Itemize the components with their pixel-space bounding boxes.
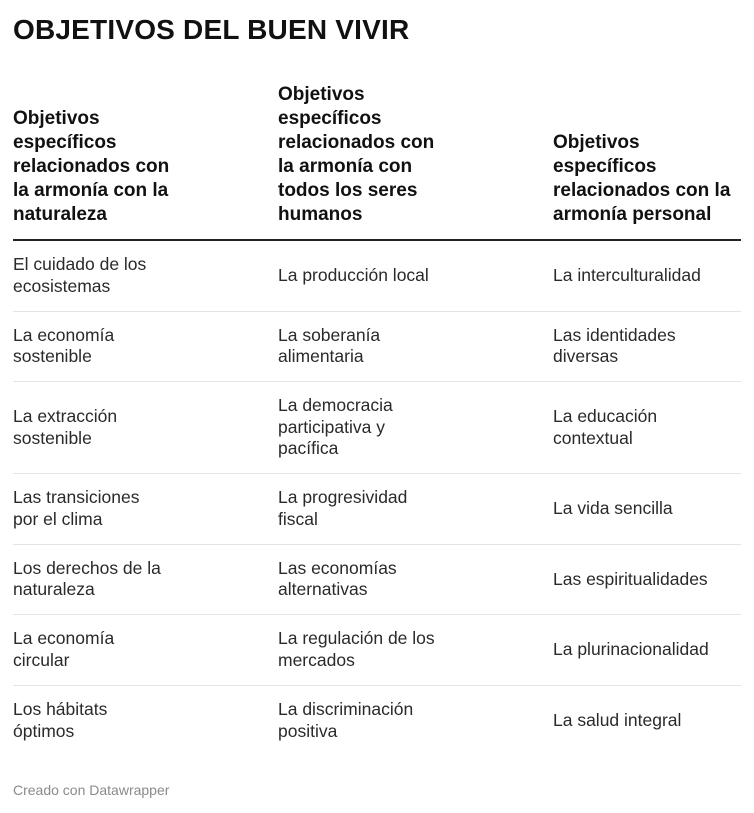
column-header-humans: Objetivos específicos relacionados con la armonía con todos los seres humanos bbox=[278, 84, 435, 225]
table-cell: La discriminación positiva bbox=[278, 699, 414, 741]
column-header-nature: Objetivos específicos relacionados con la armonía con la naturaleza bbox=[13, 108, 170, 225]
table-cell: La economía sostenible bbox=[13, 324, 115, 367]
table-row bbox=[13, 615, 741, 686]
table-header bbox=[13, 84, 741, 241]
objectives-table bbox=[13, 84, 741, 756]
table-cell: El cuidado de los ecosistemas bbox=[13, 254, 147, 296]
table-cell: La vida sencilla bbox=[553, 498, 673, 518]
table-row bbox=[13, 474, 741, 545]
table-cell: Los hábitats óptimos bbox=[13, 699, 108, 741]
column-header-personal: Objetivos específicos relacionados con la armonía personal bbox=[553, 132, 731, 225]
table-cell: La soberanía alimentaria bbox=[278, 324, 381, 367]
table-cell: Las economías alternativas bbox=[278, 557, 397, 600]
table-cell: Las identidades diversas bbox=[553, 324, 676, 367]
table-cell: La democracia participativa y pacífica bbox=[278, 395, 393, 459]
table-row bbox=[13, 241, 741, 312]
table-cell: La salud integral bbox=[553, 710, 682, 730]
table-row bbox=[13, 312, 741, 383]
table-cell: La educación contextual bbox=[553, 406, 658, 448]
table-cell: Los derechos de la naturaleza bbox=[13, 557, 161, 600]
table-cell: La economía circular bbox=[13, 628, 115, 670]
table-cell: La plurinacionalidad bbox=[553, 639, 709, 659]
table-row bbox=[13, 382, 741, 474]
table-row bbox=[13, 686, 741, 757]
table-cell: La producción local bbox=[278, 265, 429, 285]
page-title: OBJETIVOS DEL BUEN VIVIR bbox=[13, 14, 410, 45]
credit-note: Creado con Datawrapper bbox=[13, 782, 170, 798]
table-row bbox=[13, 545, 741, 616]
table-cell: La regulación de los mercados bbox=[278, 628, 435, 670]
table-cell: La extracción sostenible bbox=[13, 406, 118, 448]
table-cell: Las espiritualidades bbox=[553, 568, 708, 589]
table-cell: Las transiciones por el clima bbox=[13, 487, 140, 529]
table-cell: La progresividad fiscal bbox=[278, 487, 408, 529]
table-cell: La interculturalidad bbox=[553, 265, 701, 285]
